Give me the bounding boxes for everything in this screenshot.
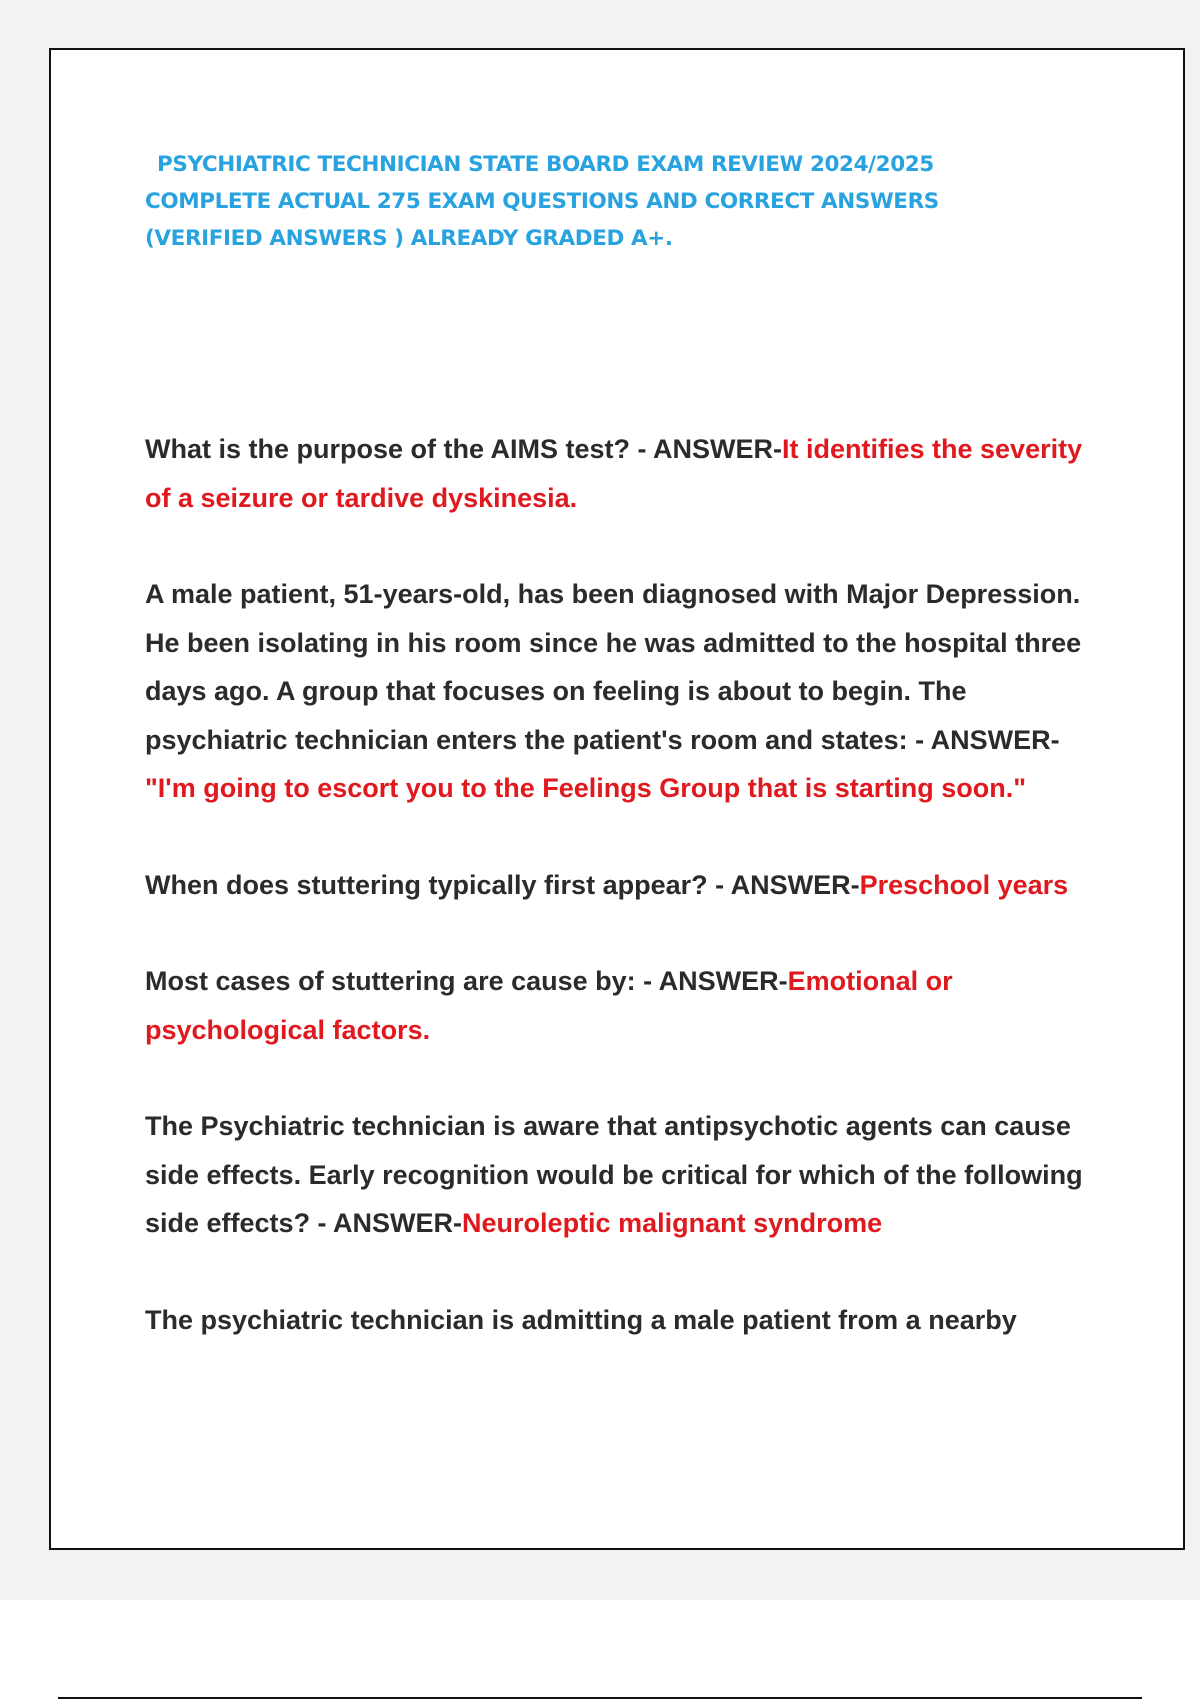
answer-text: "I'm going to escort you to the Feelings Group that is starting soon." xyxy=(145,773,1027,803)
question-text: What is the purpose of the AIMS test? - ANSWER- xyxy=(145,434,782,464)
qa-item-aims xyxy=(145,425,1105,522)
question-text: The psychiatric technician is admitting a male patient from a nearby xyxy=(145,1304,1017,1335)
qa-item-antipsychotic xyxy=(145,1102,1105,1248)
qa-item-stuttering-onset xyxy=(145,861,1105,910)
qa-list xyxy=(145,425,1105,1392)
title-line-2: COMPLETE ACTUAL 275 EXAM QUESTIONS AND CORRECT ANSWERS xyxy=(145,189,939,214)
answer-text: Preschool years xyxy=(859,869,1069,900)
document-title xyxy=(145,146,985,257)
answer-text: Emotional or psychological factors. xyxy=(145,966,953,1045)
qa-item-stuttering-cause xyxy=(145,957,1105,1054)
question-text: When does stuttering typically first appear? - ANSWER- xyxy=(145,869,860,900)
question-text: The Psychiatric technician is aware that antipsychotic agents can cause side effects. Early recognition would be critical for which of the following side effects? - ANSWER- xyxy=(145,1111,1083,1238)
title-line-1: PSYCHIATRIC TECHNICIAN STATE BOARD EXAM REVIEW 2024/2025 xyxy=(157,152,934,177)
answer-text: Neuroleptic malignant syndrome xyxy=(462,1208,883,1238)
qa-item-depression xyxy=(145,570,1105,813)
title-line-3: (VERIFIED ANSWERS ) ALREADY GRADED A+. xyxy=(145,226,673,251)
question-text: A male patient, 51-years-old, has been diagnosed with Major Depression. He been isolating in his room since he was admitted to the hospital three days ago. A group that focuses on feeling is about to begin. The psychiatric technician enters the patient's room and states: - ANSWER- xyxy=(145,579,1082,755)
qa-item-admission xyxy=(145,1296,1105,1345)
next-page-top-border xyxy=(58,1697,1142,1699)
question-text: Most cases of stuttering are cause by: - ANSWER- xyxy=(145,966,788,996)
answer-text: It identifies the severity of a seizure or tardive dyskinesia. xyxy=(145,434,1083,513)
